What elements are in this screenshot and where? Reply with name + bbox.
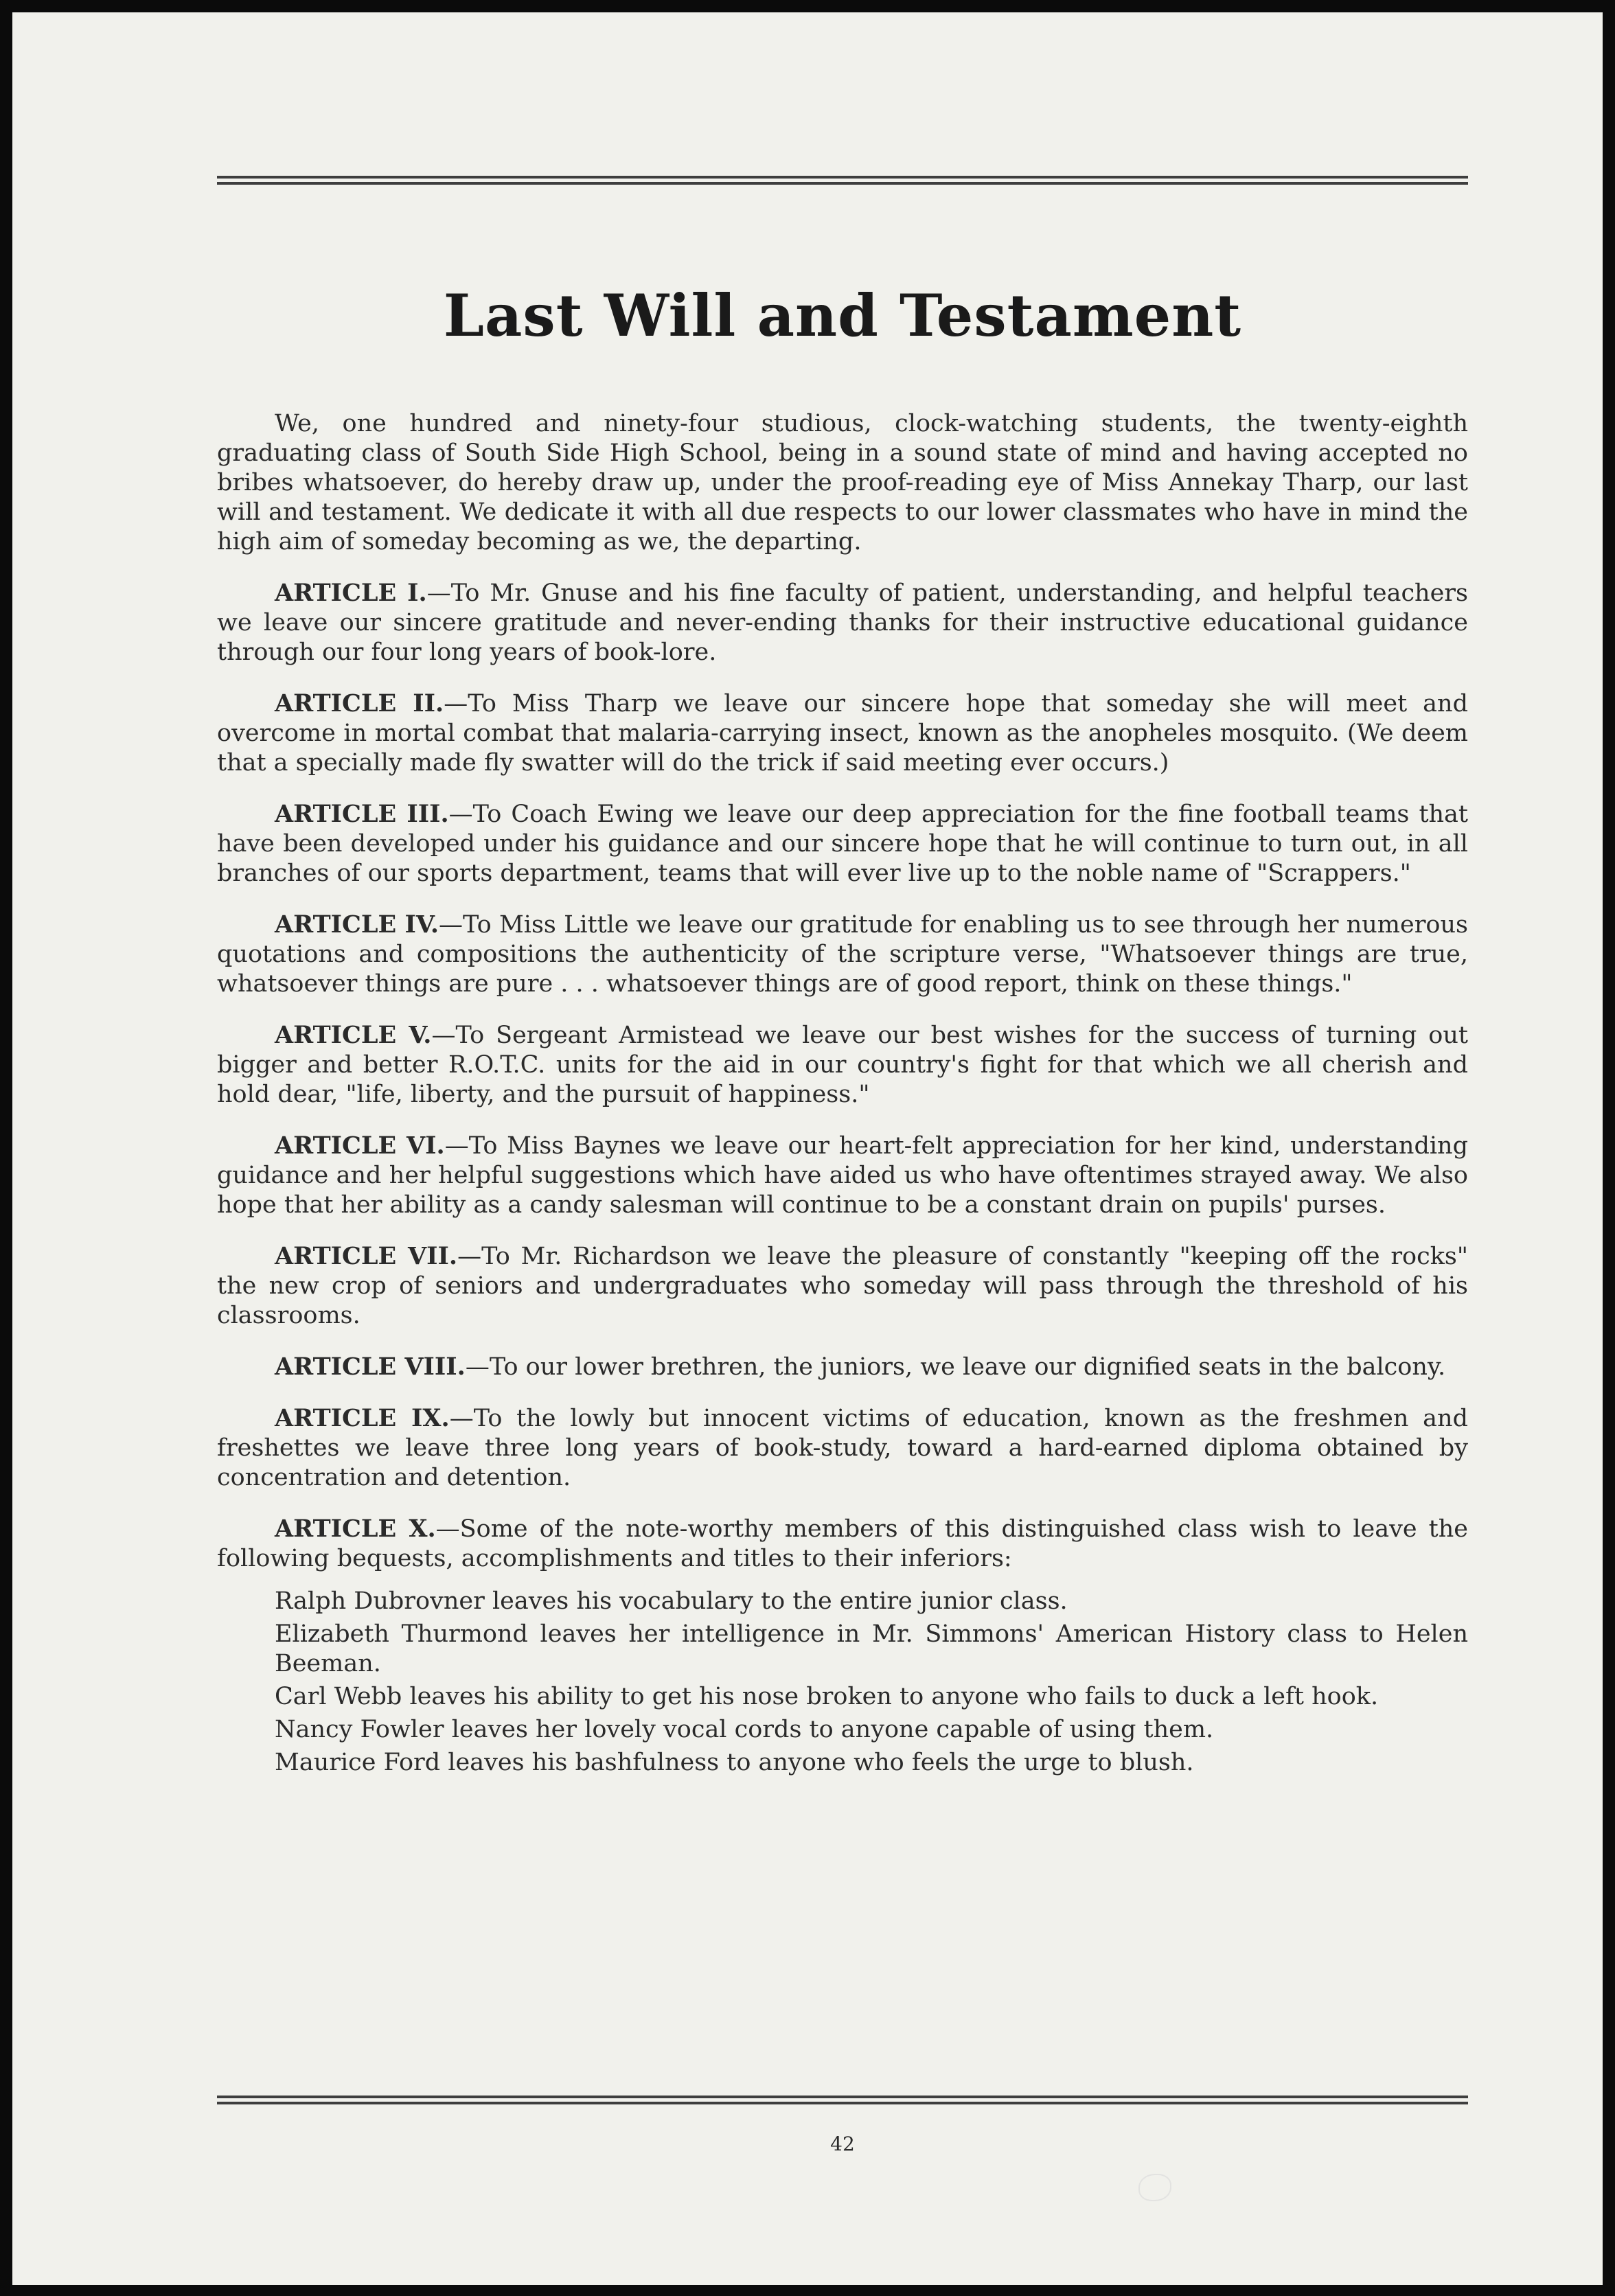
article-text: —Some of the note-worthy members of this distinguished class wish to leave the following bequests, accomplishments and titles to their inferiors:: [217, 1515, 1468, 1572]
article-text: —To Coach Ewing we leave our deep appreciation for the fine football teams that have been developed under his guidance and our sincere hope that he will continue to turn out, in all branches of our sports department, teams that will ever live up to the noble name of "Scrappers.": [217, 801, 1468, 887]
article-text: —To Mr. Richardson we leave the pleasure of constantly "keeping off the rocks" the new crop of seniors and undergraduates who someday will pass through the threshold of his classrooms.: [217, 1243, 1468, 1329]
article-7: [217, 1241, 1468, 1331]
article-title: ARTICLE III.: [275, 800, 449, 828]
article-text: —To Miss Little we leave our gratitude for enabling us to see through her numerous quotations and compositions the authenticity of the scripture verse, "Whatsoever things are true, whatsoever things are pure . . . whatsoever things are of good report, think on these things.": [217, 911, 1468, 998]
article-title: ARTICLE VII.: [275, 1242, 458, 1270]
article-5: [217, 1020, 1468, 1110]
article-text: —To our lower brethren, the juniors, we leave our dignified seats in the balcony.: [465, 1353, 1446, 1381]
article-title: ARTICLE IX.: [275, 1404, 450, 1432]
top-double-rule: [217, 176, 1468, 185]
document-page: [12, 12, 1603, 2285]
bottom-double-rule: [217, 2096, 1468, 2104]
bequest-item: Ralph Dubrovner leaves his vocabulary to the entire junior class.: [275, 1587, 1068, 1615]
bequest-item: Elizabeth Thurmond leaves her intelligence in Mr. Simmons' American History class to Helen Beeman.: [275, 1620, 1468, 1677]
article-title: ARTICLE I.: [275, 579, 427, 607]
article-text: —To Sergeant Armistead we leave our best wishes for the success of turning out bigger and better R.O.T.C. units for the aid in our country's fight for that which we all cherish and hold dear, "life, liberty, and the pursuit of happiness.": [217, 1022, 1468, 1108]
article-text: —To Miss Baynes we leave our heart-felt appreciation for her kind, understanding guidance and her helpful suggestions which have aided us who have oftentimes strayed away. We also hope that her ability as a candy salesman will continue to be a constant drain on pupils' purses.: [217, 1132, 1468, 1219]
bequest-item: Carl Webb leaves his ability to get his nose broken to anyone who fails to duck a left hook.: [275, 1683, 1379, 1710]
bequest-item: Nancy Fowler leaves her lovely vocal cords to anyone capable of using them.: [275, 1716, 1214, 1743]
intro-paragraph: We, one hundred and ninety-four studious, clock-watching students, the twenty-eighth graduating class of South Side High School, being in a sound state of mind and having accepted no bribes whatsoever, do hereby draw up, under the proof-reading eye of Miss Annekay Tharp, our last will and testament. We dedicate it with all due respects to our lower classmates who have in mind the high aim of someday becoming as we, the departing.: [217, 410, 1468, 555]
bequest-list: [217, 1587, 1468, 1778]
article-3: [217, 799, 1468, 888]
page-title: Last Will and Testament: [443, 282, 1242, 349]
article-title: ARTICLE VI.: [275, 1132, 445, 1160]
article-text: —To the lowly but innocent victims of education, known as the freshmen and freshettes we leave three long years of book-study, toward a hard-earned diploma obtained by concentration and detention.: [217, 1405, 1468, 1491]
article-title: ARTICLE X.: [275, 1515, 436, 1543]
article-title: ARTICLE V.: [275, 1021, 432, 1049]
article-6: [217, 1131, 1468, 1220]
paper-blemish-icon: [1138, 2174, 1171, 2201]
bequest-item: Maurice Ford leaves his bashfulness to anyone who feels the urge to blush.: [275, 1749, 1194, 1776]
page-number: 42: [830, 2133, 855, 2155]
article-9: [217, 1403, 1468, 1493]
article-8: [217, 1352, 1468, 1382]
article-text: —To Miss Tharp we leave our sincere hope that someday she will meet and overcome in mortal combat that malaria-carrying insect, known as the anopheles mosquito. (We deem that a specially made fly swatter will do the trick if said meeting ever occurs.): [217, 690, 1468, 777]
article-title: ARTICLE IV.: [275, 910, 439, 939]
article-title: ARTICLE II.: [275, 689, 444, 718]
article-4: [217, 910, 1468, 999]
document-body: [217, 409, 1468, 1781]
article-text: —To Mr. Gnuse and his fine faculty of patient, understanding, and helpful teachers we leave our sincere gratitude and never-ending thanks for their instructive educational guidance through our four long years of book-lore.: [217, 579, 1468, 666]
article-10: [217, 1514, 1468, 1574]
article-title: ARTICLE VIII.: [275, 1353, 466, 1381]
article-2: [217, 689, 1468, 778]
article-1: [217, 578, 1468, 667]
